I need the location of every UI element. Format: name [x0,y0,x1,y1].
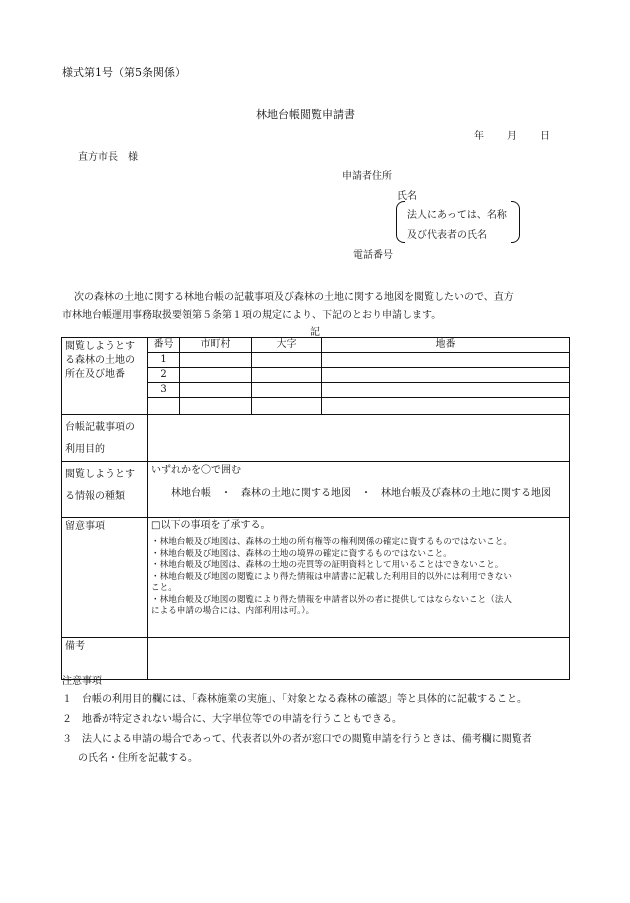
note-item: ・林地台帳及び地図の閲覧により得た情報を申請者以外の者に提供してはならないこと（法人 [151,594,512,605]
row-number: 2 [148,368,180,383]
footer-item-3-line1: ３ 法人による申請の場合であって、代表者以外の者が窓口での閲覧申請を行うときは、備考欄に閲覧者 [62,734,532,745]
oaza-field[interactable] [252,398,322,415]
date-day-label: 日 [540,131,550,142]
location-label: 閲覧しようとす る森林の土地の 所在及び地番 [62,338,148,415]
note-item: ・林地台帳及び地図は、森林の土地の境界の確定に資するものではないこと。 [151,548,452,559]
notes-label: 留意事項 [62,518,148,638]
corp-note-line2: 及び代表者の氏名 [407,230,487,241]
info-type-options[interactable]: 林地台帳 ・ 森林の土地に関する地図 ・ 林地台帳及び森林の土地に関する地図 [171,488,551,499]
application-table [61,337,570,680]
municipality-field[interactable] [180,398,252,415]
row-number: 1 [148,353,180,368]
municipality-field[interactable] [180,353,252,368]
note-item: ・林地台帳及び地図の閲覧により得た情報は申請書に記載した利用目的以外には利用できない [151,571,512,582]
info-instruction: いずれかを〇で囲む [151,465,241,476]
oaza-field[interactable] [252,383,322,398]
lot-number-field[interactable] [322,368,570,383]
acknowledge-checkbox[interactable]: □以下の事項を了承する。 [151,520,271,531]
remarks-label: 備考 [62,638,148,680]
footer-item-3-line2: の氏名・住所を記載する。 [78,753,198,764]
note-item: ・林地台帳及び地図は、森林の土地の売買等の証明資料として用いることはできないこと。 [151,560,504,570]
oaza-field[interactable] [252,368,322,383]
note-item: ・林地台帳及び地図は、森林の土地の所有権等の権利関係の確定に資するものではないこと。 [151,537,512,547]
note-item: による申請の場合には、内部利用は可。）。 [151,606,315,616]
corp-bracket-left [396,201,405,243]
applicant-name-label: 氏名 [397,191,417,202]
notes-cell [148,518,570,638]
form-number: 様式第1号（第5条関係） [62,66,186,79]
corp-note-line1: 法人にあっては、名称 [407,210,507,221]
header-number: 番号 [148,338,180,353]
header-lot-number: 地番 [322,338,570,353]
municipality-field[interactable] [180,383,252,398]
page-title: 林地台帳閲覧申請書 [256,108,355,121]
purpose-field[interactable] [148,415,570,462]
notes-list [151,537,569,618]
lot-number-field[interactable] [322,383,570,398]
addressee: 直方市長 様 [78,152,138,163]
intro-line1: 次の森林の土地に関する林地台帳の記載事項及び森林の土地に関する地図を閲覧したいので、直方 [74,292,514,303]
row-number [148,398,180,415]
remarks-field[interactable] [148,638,570,680]
corp-bracket-right [511,201,520,243]
header-municipality: 市町村 [180,338,252,353]
note-item: こと。 [151,583,177,593]
ki-heading: 記 [310,327,320,338]
intro-line2: 市林地台帳運用事務取扱要領第５条第１項の規定により、下記のとおり申請します。 [62,310,442,321]
footer-item-2: ２ 地番が特定されない場合に、大字単位等での申請を行うこともできる。 [62,714,402,725]
lot-number-field[interactable] [322,398,570,415]
oaza-field[interactable] [252,353,322,368]
footer-item-1: １ 台帳の利用目的欄には、「森林施業の実施」、「対象となる森林の確認」等と具体的に記載すること。 [62,694,527,705]
info-type-cell [148,462,570,518]
date-month-label: 月 [507,131,517,142]
footer-heading: 注意事項 [62,676,102,687]
header-oaza: 大字 [252,338,322,353]
info-type-label: 閲覧しようとす る情報の種類 [62,462,148,518]
row-number: 3 [148,383,180,398]
municipality-field[interactable] [180,368,252,383]
date-year-label: 年 [474,131,484,142]
purpose-label: 台帳記載事項の 利用目的 [62,415,148,462]
applicant-address-label: 申請者住所 [342,171,392,182]
lot-number-field[interactable] [322,353,570,368]
applicant-phone-label: 電話番号 [353,250,393,261]
